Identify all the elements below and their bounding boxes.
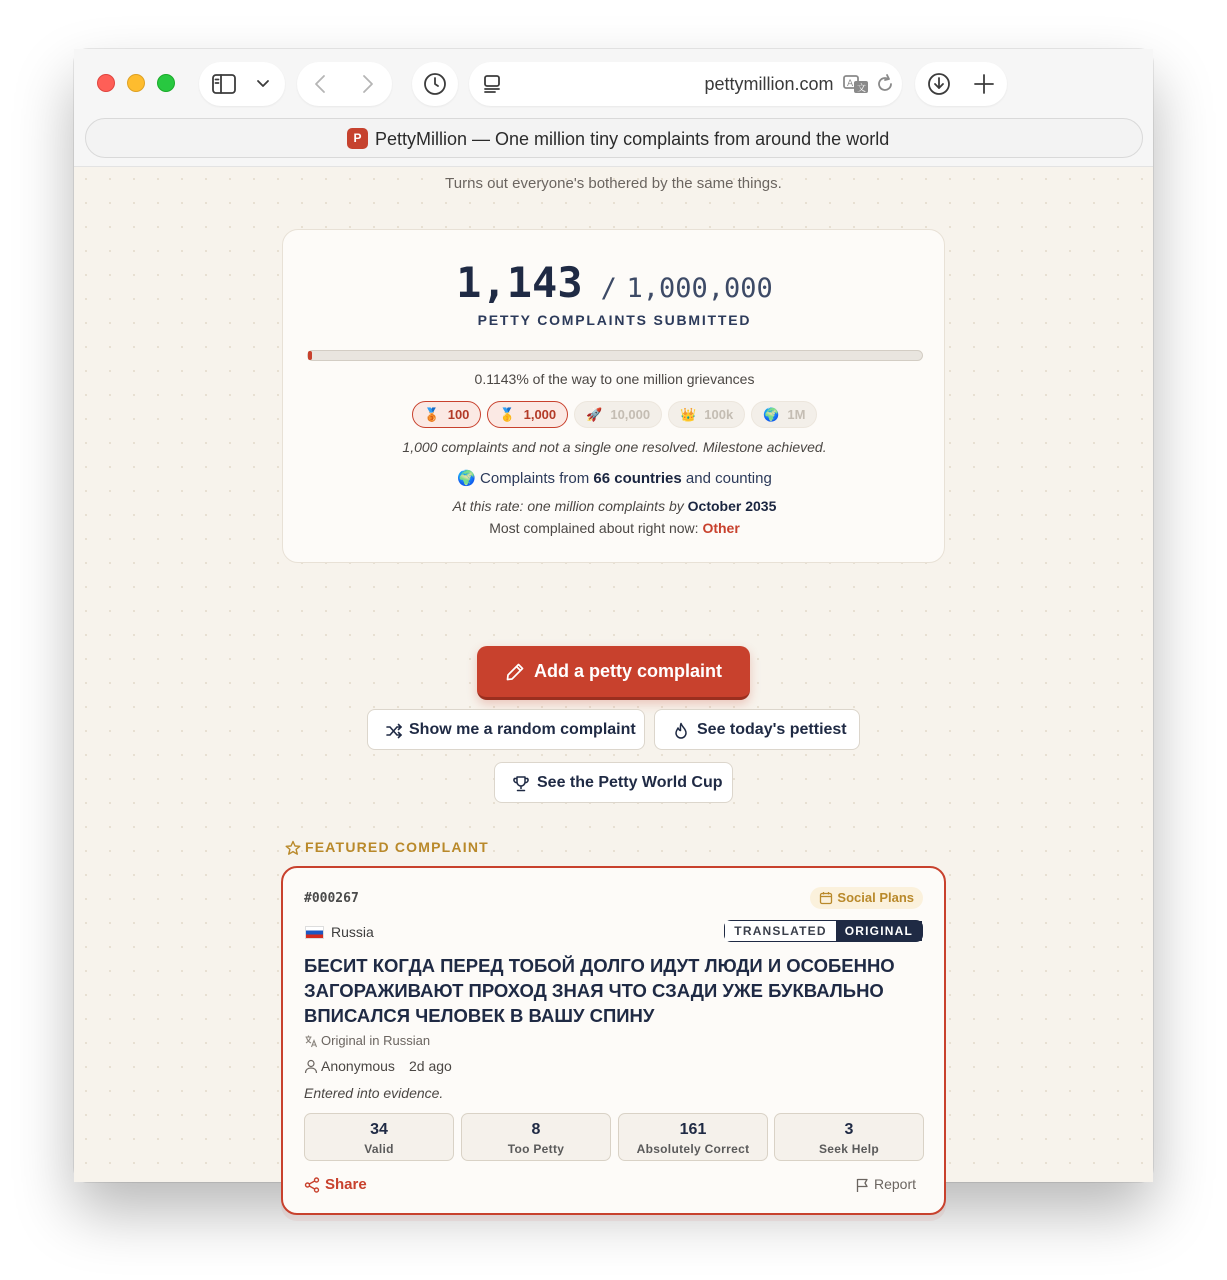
counter-label: PETTY COMPLAINTS SUBMITTED	[477, 312, 752, 328]
rate-prefix: At this rate: one million complaints by	[452, 498, 684, 514]
featured-complaint-card	[281, 866, 946, 1215]
author-name: Anonymous	[321, 1058, 395, 1074]
most-complained-line	[283, 520, 946, 536]
vote-label: Absolutely Correct	[636, 1142, 750, 1156]
page-content	[74, 167, 1153, 1193]
forward-arrow-icon[interactable]	[357, 73, 377, 95]
count-separator: /	[600, 273, 617, 304]
milestone-1000	[487, 401, 568, 428]
milestone-1m	[751, 401, 817, 428]
clock-icon	[423, 72, 447, 96]
counter	[283, 258, 946, 307]
svg-text:文: 文	[857, 84, 867, 94]
vote-seek-help-button[interactable]	[774, 1113, 924, 1161]
complaint-text: БЕСИТ КОГДА ПЕРЕД ТОБОЙ ДОЛГО ИДУТ ЛЮДИ И ОСОБЕННО ЗАГОРАЖИВАЮТ ПРОХОД ЗНАЯ ЧТО СЗАДИ УЖЕ БУКВАЛЬНО ВПИСАЛСЯ ЧЕЛОВЕК В ВАШУ СПИНУ	[304, 955, 895, 1026]
rate-line	[283, 498, 946, 514]
language-icon	[304, 1034, 318, 1048]
sidebar-icon[interactable]	[211, 72, 237, 96]
translate-icon[interactable]	[842, 73, 870, 95]
history-button[interactable]	[412, 62, 458, 106]
favicon: P	[347, 128, 368, 149]
stats-card	[282, 229, 945, 563]
verdict-text: Entered into evidence.	[304, 1085, 444, 1101]
crown-icon: 👑	[680, 407, 697, 422]
flag-icon	[855, 1177, 870, 1193]
milestone-label: 10,000	[610, 407, 651, 422]
star-icon	[285, 840, 301, 856]
back-arrow-icon[interactable]	[311, 73, 331, 95]
most-value[interactable]: Other	[702, 520, 740, 536]
vote-too-petty-button[interactable]	[461, 1113, 611, 1161]
gold-medal-icon: 🥇	[499, 407, 516, 422]
calendar-icon	[819, 891, 833, 905]
progress-bar	[307, 350, 923, 361]
minimize-window-button[interactable]	[127, 74, 145, 92]
random-complaint-label: Show me a random complaint	[409, 721, 636, 738]
original-note-text: Original in Russian	[321, 1033, 431, 1048]
milestones	[283, 401, 946, 429]
plus-icon[interactable]	[972, 72, 996, 96]
sidebar-toggle-group	[199, 62, 285, 106]
progress-fill	[308, 351, 312, 360]
address-bar[interactable]	[469, 62, 902, 106]
globe-icon: 🌍	[763, 407, 780, 422]
milestone-label: 100	[447, 407, 470, 422]
russia-flag-icon	[305, 926, 324, 939]
rocket-icon: 🚀	[586, 407, 603, 422]
share-label: Share	[325, 1176, 367, 1193]
featured-label-text: FEATURED COMPLAINT	[305, 839, 489, 855]
language-toggle	[724, 920, 923, 942]
rate-date: October 2035	[687, 498, 777, 514]
browser-window	[74, 49, 1153, 1193]
category-badge[interactable]	[810, 887, 923, 909]
milestone-100	[412, 401, 482, 428]
zoom-window-button[interactable]	[157, 74, 175, 92]
share-icon	[304, 1177, 320, 1193]
close-window-button[interactable]	[97, 74, 115, 92]
flame-icon	[673, 722, 689, 740]
vote-valid-button[interactable]	[304, 1113, 454, 1161]
milestone-10000	[574, 401, 662, 428]
goal-total: 1,000,000	[626, 273, 773, 304]
countries-value: 66 countries	[593, 470, 682, 487]
milestone-label: 100k	[704, 407, 734, 422]
complaint-country: Russia	[331, 924, 374, 940]
svg-text:A: A	[847, 79, 854, 89]
reader-icon[interactable]	[482, 73, 502, 95]
vote-count: 34	[370, 1121, 388, 1138]
vote-count: 3	[844, 1121, 854, 1138]
world-cup-label: See the Petty World Cup	[537, 774, 723, 791]
countries-suffix: and counting	[685, 470, 772, 487]
tagline: Turns out everyone's bothered by the same things.	[445, 175, 782, 192]
vote-buttons	[304, 1113, 925, 1161]
trophy-icon	[512, 775, 530, 793]
vote-label: Seek Help	[818, 1142, 880, 1156]
shuffle-icon	[385, 722, 403, 740]
milestone-100k	[668, 401, 745, 428]
todays-pettiest-label: See today's pettiest	[697, 721, 847, 738]
time-ago: 2d ago	[409, 1058, 452, 1074]
report-label: Report	[874, 1176, 917, 1192]
add-complaint-button[interactable]	[477, 646, 750, 700]
countries-prefix: 🌍 Complaints from	[457, 470, 590, 487]
active-tab[interactable]	[85, 118, 1143, 158]
history-nav-group	[297, 62, 392, 106]
milestone-label: 1,000	[523, 407, 557, 422]
vote-absolutely-correct-button[interactable]	[618, 1113, 768, 1161]
most-prefix: Most complained about right now:	[489, 520, 699, 536]
downloads-newtab-group	[915, 62, 1007, 106]
vote-label: Valid	[364, 1142, 394, 1156]
reload-icon[interactable]	[875, 73, 895, 95]
add-complaint-label: Add a petty complaint	[534, 661, 723, 681]
pencil-icon	[505, 662, 525, 682]
tab-title: PettyMillion — One million tiny complaints from around the world	[375, 129, 890, 149]
chevron-down-icon[interactable]	[255, 77, 271, 91]
complaint-count: 1,143	[456, 258, 583, 307]
vote-count: 161	[679, 1121, 707, 1138]
vote-count: 8	[531, 1121, 541, 1138]
user-icon	[304, 1059, 318, 1074]
milestone-message: 1,000 complaints and not a single one resolved. Milestone achieved.	[402, 439, 827, 455]
toggle-translated[interactable]: TRANSLATED	[725, 921, 835, 941]
download-icon[interactable]	[927, 72, 951, 96]
vote-label: Too Petty	[507, 1142, 565, 1156]
countries-line	[283, 469, 946, 487]
random-complaint-button[interactable]	[367, 709, 645, 750]
complaint-id[interactable]: #000267	[304, 891, 359, 906]
url-text[interactable]: pettymillion.com	[704, 74, 834, 94]
toggle-original[interactable]: ORIGINAL	[836, 921, 922, 941]
milestone-label: 1M	[787, 407, 806, 422]
progress-text: 0.1143% of the way to one million grievances	[474, 371, 755, 387]
bronze-medal-icon: 🥉	[423, 407, 440, 422]
world-cup-button[interactable]	[494, 762, 733, 803]
todays-pettiest-button[interactable]	[654, 709, 860, 750]
category-label: Social Plans	[837, 890, 914, 905]
browser-toolbar	[74, 49, 1153, 167]
